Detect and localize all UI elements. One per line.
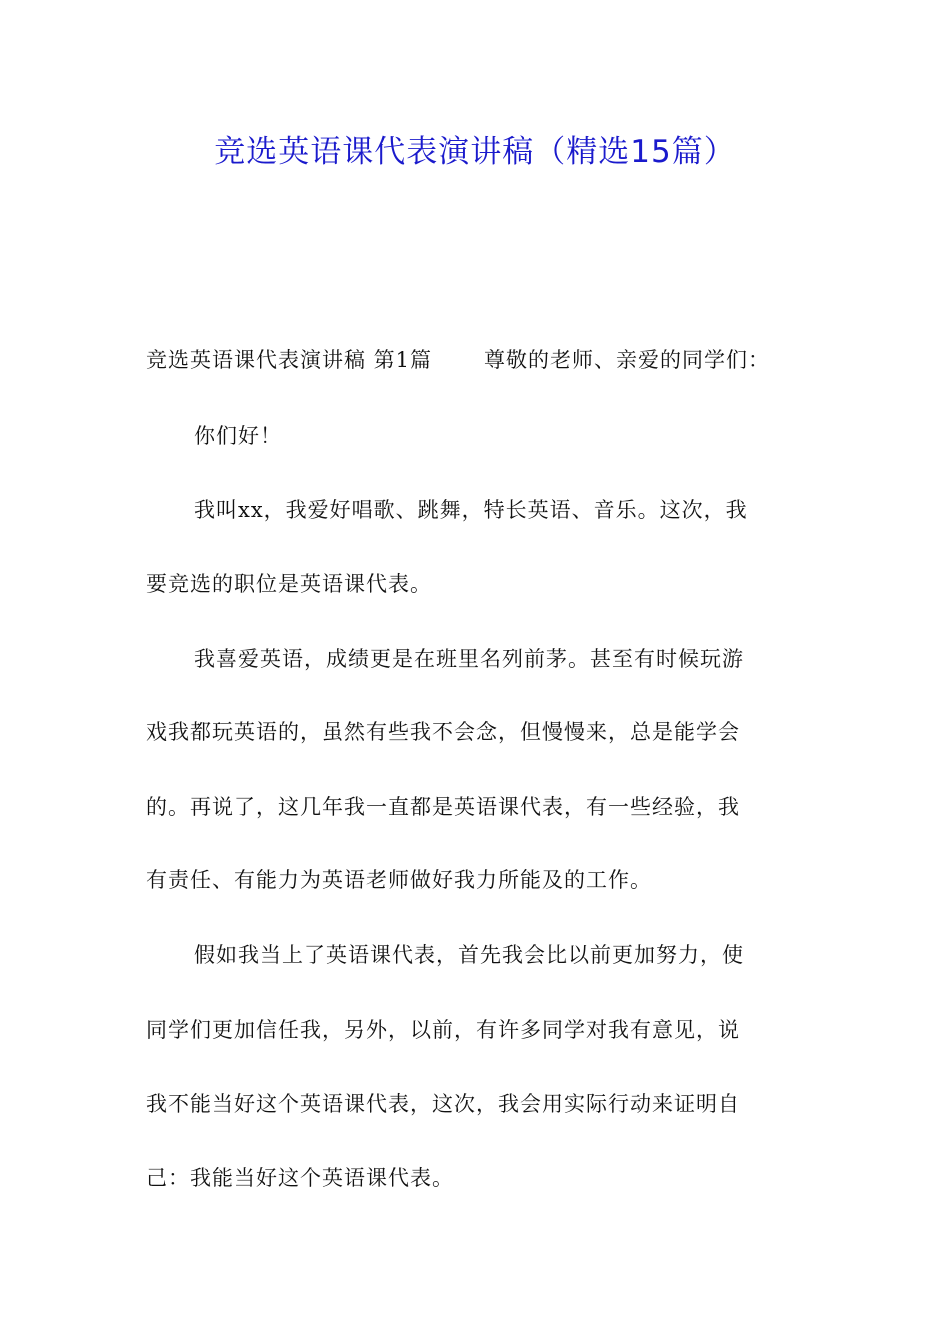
paragraph-line: 假如我当上了英语课代表，首先我会比以前更加努力，使 — [194, 943, 744, 967]
document-title: 竞选英语课代表演讲稿（精选15篇） — [214, 134, 736, 170]
paragraph-line: 的。再说了，这几年我一直都是英语课代表，有一些经验，我 — [146, 795, 740, 819]
paragraph-line: 我喜爱英语，成绩更是在班里名列前茅。甚至有时候玩游 — [194, 647, 744, 671]
paragraph-line: 己：我能当好这个英语课代表。 — [146, 1166, 454, 1190]
paragraph-line: 我叫xx，我爱好唱歌、跳舞，特长英语、音乐。这次，我 — [194, 498, 748, 522]
paragraph-line: 你们好！ — [194, 424, 282, 448]
paragraph-line: 戏我都玩英语的，虽然有些我不会念，但慢慢来，总是能学会 — [146, 720, 740, 744]
paragraph-line: 我不能当好这个英语课代表，这次，我会用实际行动来证明自 — [146, 1092, 740, 1116]
first-line — [146, 344, 770, 376]
paragraph-line: 要竞选的职位是英语课代表。 — [146, 572, 432, 596]
section-heading: 竞选英语课代表演讲稿 第1篇 — [146, 348, 433, 372]
paragraph-line: 同学们更加信任我，另外，以前，有许多同学对我有意见，说 — [146, 1018, 740, 1042]
salutation: 尊敬的老师、亲爱的同学们： — [484, 348, 771, 372]
paragraph-line: 有责任、有能力为英语老师做好我力所能及的工作。 — [146, 868, 652, 892]
